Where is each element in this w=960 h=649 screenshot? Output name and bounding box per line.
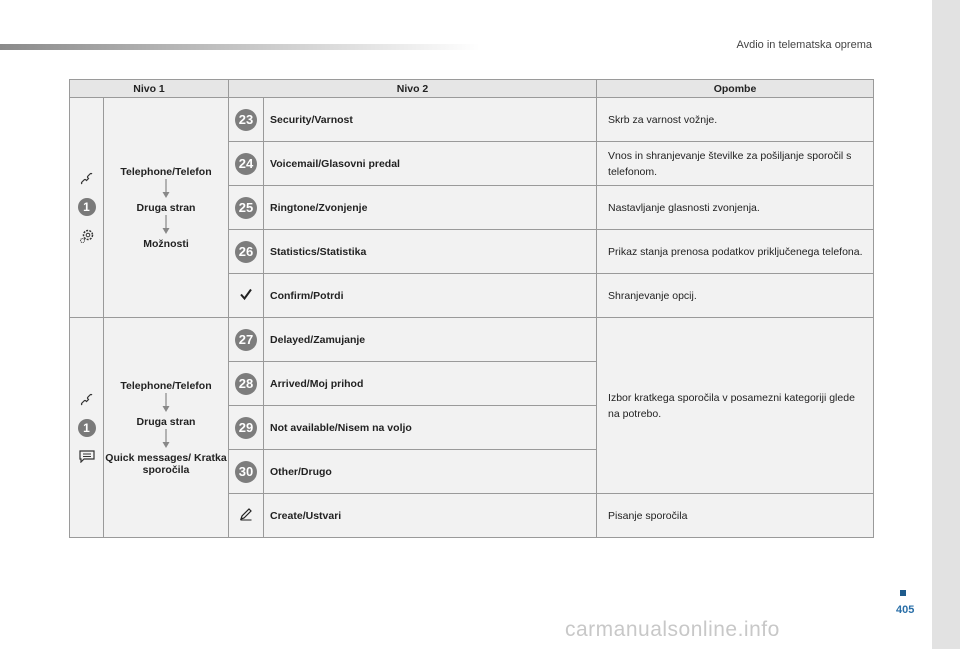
phone-icon [80, 172, 94, 186]
menu-item-note: Pisanje sporočila [597, 494, 874, 538]
page-number: 405 [896, 604, 915, 616]
menu-item-note: Nastavljanje glasnosti zvonjenja. [597, 186, 874, 230]
menu-item-note: Izbor kratkega sporočila v posamezni kategoriji glede na potrebo. [597, 318, 874, 494]
menu-number-badge: 25 [235, 197, 257, 219]
nivo1-step: Telephone/Telefon [120, 379, 212, 392]
menu-item-note: Prikaz stanja prenosa podatkov priključenega telefona. [597, 230, 874, 274]
table-row [70, 318, 874, 362]
menu-item-note: Shranjevanje opcij. [597, 274, 874, 318]
arrow-down-icon [162, 179, 170, 199]
phone-icon [80, 393, 94, 407]
nivo1-step: Telephone/Telefon [120, 165, 212, 178]
arrow-down-icon [162, 429, 170, 449]
nivo1-step: Druga stran [136, 201, 196, 214]
menu-number-badge: 28 [235, 373, 257, 395]
header-gradient-bar [0, 44, 480, 50]
page-header-title: Avdio in telematska oprema [736, 39, 872, 51]
pencil-icon [239, 507, 253, 521]
menu-item-note: Vnos in shranjevanje številke za pošiljanje sporočil s telefonom. [597, 142, 874, 186]
menu-item-label: Other/Drugo [264, 450, 597, 494]
menu-number-badge: 29 [235, 417, 257, 439]
level-1-badge: 1 [78, 419, 96, 437]
table-header-row [70, 80, 874, 98]
page-marker [900, 590, 906, 596]
arrow-down-icon [162, 215, 170, 235]
menu-item-label: Confirm/Potrdi [264, 274, 597, 318]
group1-nivo1 [104, 98, 229, 318]
menu-number-badge: 26 [235, 241, 257, 263]
header-nivo1: Nivo 1 [70, 80, 229, 98]
menu-item-label: Not available/Nisem na voljo [264, 406, 597, 450]
group1-icons [70, 98, 104, 318]
menu-item-label: Statistics/Statistika [264, 230, 597, 274]
level-1-badge: 1 [78, 198, 96, 216]
settings-gear-icon [79, 228, 95, 244]
table-row [70, 98, 874, 142]
menu-table [69, 79, 874, 538]
header-opombe: Opombe [597, 80, 874, 98]
menu-number-badge: 27 [235, 329, 257, 351]
nivo1-step: Quick messages/ Kratka sporočila [105, 451, 227, 476]
checkmark-icon [239, 287, 253, 301]
nivo1-step: Možnosti [143, 237, 189, 250]
menu-item-label: Voicemail/Glasovni predal [264, 142, 597, 186]
menu-item-label: Security/Varnost [264, 98, 597, 142]
page-side-band [932, 0, 960, 649]
menu-item-label: Create/Ustvari [264, 494, 597, 538]
menu-number-badge: 23 [235, 109, 257, 131]
menu-number-badge: 30 [235, 461, 257, 483]
menu-item-note: Skrb za varnost vožnje. [597, 98, 874, 142]
header-nivo2: Nivo 2 [229, 80, 597, 98]
nivo1-step: Druga stran [136, 415, 196, 428]
message-bubble-icon [78, 449, 96, 463]
group2-nivo1 [104, 318, 229, 538]
arrow-down-icon [162, 393, 170, 413]
menu-number-badge: 24 [235, 153, 257, 175]
menu-item-label: Delayed/Zamujanje [264, 318, 597, 362]
menu-item-label: Ringtone/Zvonjenje [264, 186, 597, 230]
watermark-text: carmanualsonline.info [565, 618, 780, 641]
group2-icons [70, 318, 104, 538]
menu-item-label: Arrived/Moj prihod [264, 362, 597, 406]
